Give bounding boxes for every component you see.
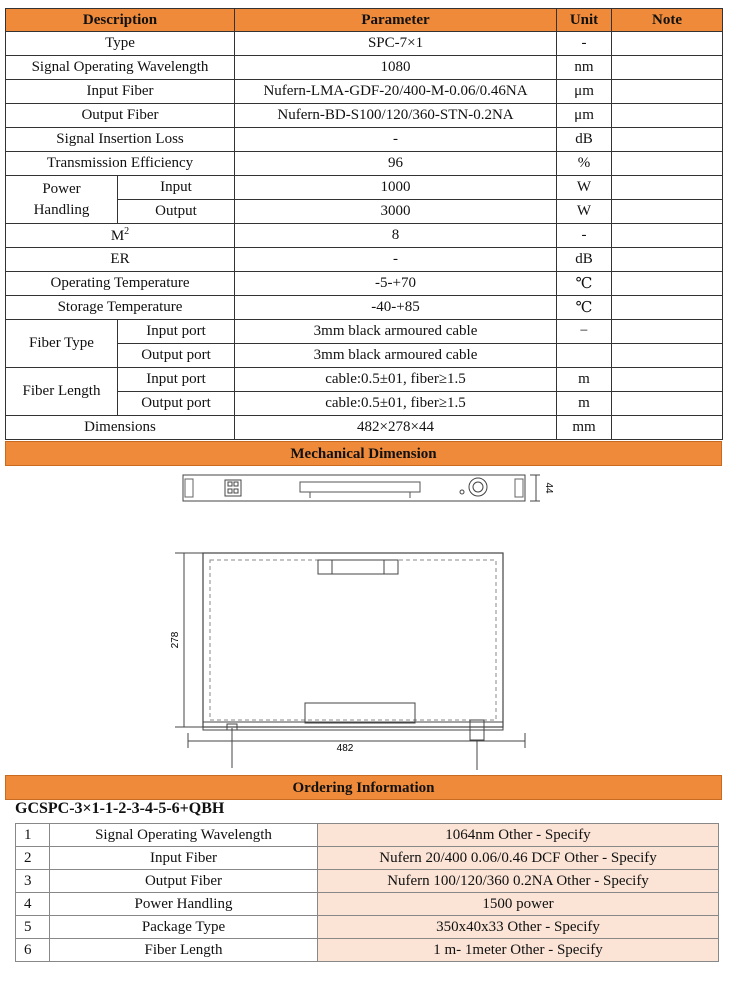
er-note bbox=[612, 248, 723, 272]
power-handling-label-line2: Handling bbox=[33, 201, 90, 218]
efficiency-label: Transmission Efficiency bbox=[6, 152, 235, 176]
rear-handle-block bbox=[384, 560, 398, 574]
spec-table bbox=[5, 8, 723, 440]
fiber-length-input-unit: m bbox=[557, 368, 612, 392]
order-value: 1500 power bbox=[318, 893, 719, 916]
header-unit: Unit bbox=[557, 9, 612, 32]
order-name: Fiber Length bbox=[50, 939, 318, 962]
fiber-length-output-note bbox=[612, 392, 723, 416]
type-note bbox=[612, 32, 723, 56]
m2-value: 8 bbox=[235, 224, 557, 248]
top-inner-outline bbox=[210, 560, 496, 720]
operating-temp-note bbox=[612, 272, 723, 296]
order-name: Signal Operating Wavelength bbox=[50, 824, 318, 847]
dimensions-label: Dimensions bbox=[6, 416, 235, 440]
row-m2 bbox=[6, 224, 723, 248]
spec-header-row bbox=[6, 9, 723, 32]
header-parameter: Parameter bbox=[235, 9, 557, 32]
power-input-value: 1000 bbox=[235, 176, 557, 200]
m2-label-sup: 2 bbox=[124, 226, 130, 237]
order-value: 1064nm Other - Specify bbox=[318, 824, 719, 847]
input-fiber-label: Input Fiber bbox=[6, 80, 235, 104]
output-fiber-value: Nufern-BD-S100/120/360-STN-0.2NA bbox=[235, 104, 557, 128]
fiber-type-input-label: Input port bbox=[118, 320, 235, 344]
insertion-loss-label: Signal Insertion Loss bbox=[6, 128, 235, 152]
insertion-loss-value: - bbox=[235, 128, 557, 152]
order-name: Package Type bbox=[50, 916, 318, 939]
ordering-code: GCSPC-3×1-1-2-3-4-5-6+QBH bbox=[15, 800, 225, 817]
output-fiber-note bbox=[612, 104, 723, 128]
power-output-label: Output bbox=[118, 200, 235, 224]
order-name: Output Fiber bbox=[50, 870, 318, 893]
front-connector-pin bbox=[228, 489, 232, 493]
m2-unit: - bbox=[557, 224, 612, 248]
operating-temp-unit: ℃ bbox=[557, 272, 612, 296]
fiber-type-output-label: Output port bbox=[118, 344, 235, 368]
ordering-table bbox=[15, 823, 719, 962]
power-handling-label-line1: Power bbox=[42, 180, 81, 197]
row-power-input bbox=[6, 176, 723, 200]
storage-temp-note bbox=[612, 296, 723, 320]
storage-temp-label: Storage Temperature bbox=[6, 296, 235, 320]
row-type bbox=[6, 32, 723, 56]
order-num: 3 bbox=[16, 870, 50, 893]
insertion-loss-note bbox=[612, 128, 723, 152]
row-efficiency bbox=[6, 152, 723, 176]
front-connector-pin bbox=[234, 482, 238, 486]
mechanical-dimension-title: Mechanical Dimension bbox=[5, 441, 722, 466]
er-value: - bbox=[235, 248, 557, 272]
table-row bbox=[16, 870, 719, 893]
fiber-type-input-value: 3mm black armoured cable bbox=[235, 320, 557, 344]
front-connector-pin bbox=[234, 489, 238, 493]
row-operating-temp bbox=[6, 272, 723, 296]
efficiency-unit: % bbox=[557, 152, 612, 176]
output-fiber-label: Output Fiber bbox=[6, 104, 235, 128]
dimensions-value: 482×278×44 bbox=[235, 416, 557, 440]
storage-temp-unit: ℃ bbox=[557, 296, 612, 320]
type-value: SPC-7×1 bbox=[235, 32, 557, 56]
front-connector-pin bbox=[228, 482, 232, 486]
m2-label-base: M bbox=[110, 228, 125, 244]
front-qbh-port bbox=[469, 478, 487, 496]
width-dimension-label: 482 bbox=[336, 743, 354, 754]
row-dimensions bbox=[6, 416, 723, 440]
fiber-length-output-unit: m bbox=[557, 392, 612, 416]
order-num: 2 bbox=[16, 847, 50, 870]
fiber-type-input-note bbox=[612, 320, 723, 344]
order-value: 1 m- 1meter Other - Specify bbox=[318, 939, 719, 962]
depth-dimension-label: 278 bbox=[170, 631, 181, 649]
top-outline bbox=[203, 553, 503, 727]
wavelength-unit: nm bbox=[557, 56, 612, 80]
wavelength-value: 1080 bbox=[235, 56, 557, 80]
storage-temp-value: -40-+85 bbox=[235, 296, 557, 320]
operating-temp-value: -5-+70 bbox=[235, 272, 557, 296]
dimensions-note bbox=[612, 416, 723, 440]
order-num: 5 bbox=[16, 916, 50, 939]
row-output-fiber bbox=[6, 104, 723, 128]
fiber-length-output-value: cable:0.5±01, fiber≥1.5 bbox=[235, 392, 557, 416]
rear-handle-block bbox=[318, 560, 332, 574]
row-storage-temp bbox=[6, 296, 723, 320]
row-input-fiber bbox=[6, 80, 723, 104]
fiber-length-output-label: Output port bbox=[118, 392, 235, 416]
type-unit: - bbox=[557, 32, 612, 56]
front-handle bbox=[300, 482, 420, 492]
table-row bbox=[16, 939, 719, 962]
efficiency-note bbox=[612, 152, 723, 176]
row-er bbox=[6, 248, 723, 272]
front-qbh-port-inner bbox=[473, 482, 483, 492]
power-input-note bbox=[612, 176, 723, 200]
fiber-type-input-unit: − bbox=[557, 320, 612, 344]
row-fiber-length-input bbox=[6, 368, 723, 392]
fiber-type-output-unit bbox=[557, 344, 612, 368]
operating-temp-label: Operating Temperature bbox=[6, 272, 235, 296]
fiber-type-output-value: 3mm black armoured cable bbox=[235, 344, 557, 368]
rear-handle bbox=[318, 560, 398, 574]
power-input-unit: W bbox=[557, 176, 612, 200]
fiber-type-label: Fiber Type bbox=[6, 320, 118, 368]
row-wavelength bbox=[6, 56, 723, 80]
fiber-length-input-label: Input port bbox=[118, 368, 235, 392]
row-insertion-loss bbox=[6, 128, 723, 152]
output-fiber-unit: μm bbox=[557, 104, 612, 128]
ordering-information-title: Ordering Information bbox=[5, 775, 722, 800]
table-row bbox=[16, 847, 719, 870]
power-output-unit: W bbox=[557, 200, 612, 224]
table-row bbox=[16, 824, 719, 847]
order-num: 4 bbox=[16, 893, 50, 916]
header-note: Note bbox=[612, 9, 723, 32]
front-right-ear bbox=[515, 479, 523, 497]
wavelength-label: Signal Operating Wavelength bbox=[6, 56, 235, 80]
input-fiber-unit: μm bbox=[557, 80, 612, 104]
er-unit: dB bbox=[557, 248, 612, 272]
fiber-type-output-note bbox=[612, 344, 723, 368]
er-label: ER bbox=[6, 248, 235, 272]
front-indicator bbox=[460, 490, 464, 494]
m2-note bbox=[612, 224, 723, 248]
wavelength-note bbox=[612, 56, 723, 80]
type-label: Type bbox=[6, 32, 235, 56]
order-name: Power Handling bbox=[50, 893, 318, 916]
top-view-drawing bbox=[170, 548, 540, 776]
order-value: 350x40x33 Other - Specify bbox=[318, 916, 719, 939]
table-row bbox=[16, 893, 719, 916]
dimensions-unit: mm bbox=[557, 416, 612, 440]
input-fiber-value: Nufern-LMA-GDF-20/400-M-0.06/0.46NA bbox=[235, 80, 557, 104]
front-left-ear bbox=[185, 479, 193, 497]
table-row bbox=[16, 916, 719, 939]
power-output-value: 3000 bbox=[235, 200, 557, 224]
power-handling-label bbox=[6, 176, 118, 224]
fiber-length-label: Fiber Length bbox=[6, 368, 118, 416]
insertion-loss-unit: dB bbox=[557, 128, 612, 152]
power-input-label: Input bbox=[118, 176, 235, 200]
fiber-length-input-note bbox=[612, 368, 723, 392]
input-fiber-note bbox=[612, 80, 723, 104]
front-connector-block bbox=[225, 480, 241, 496]
order-name: Input Fiber bbox=[50, 847, 318, 870]
efficiency-value: 96 bbox=[235, 152, 557, 176]
power-output-note bbox=[612, 200, 723, 224]
m2-label bbox=[6, 224, 235, 248]
header-description: Description bbox=[6, 9, 235, 32]
fiber-length-input-value: cable:0.5±01, fiber≥1.5 bbox=[235, 368, 557, 392]
row-fiber-type-input bbox=[6, 320, 723, 344]
order-value: Nufern 20/400 0.06/0.46 DCF Other - Specify bbox=[318, 847, 719, 870]
order-num: 1 bbox=[16, 824, 50, 847]
height-dimension-label: 44 bbox=[543, 482, 554, 494]
order-num: 6 bbox=[16, 939, 50, 962]
front-view-drawing bbox=[180, 470, 560, 506]
order-value: Nufern 100/120/360 0.2NA Other - Specify bbox=[318, 870, 719, 893]
